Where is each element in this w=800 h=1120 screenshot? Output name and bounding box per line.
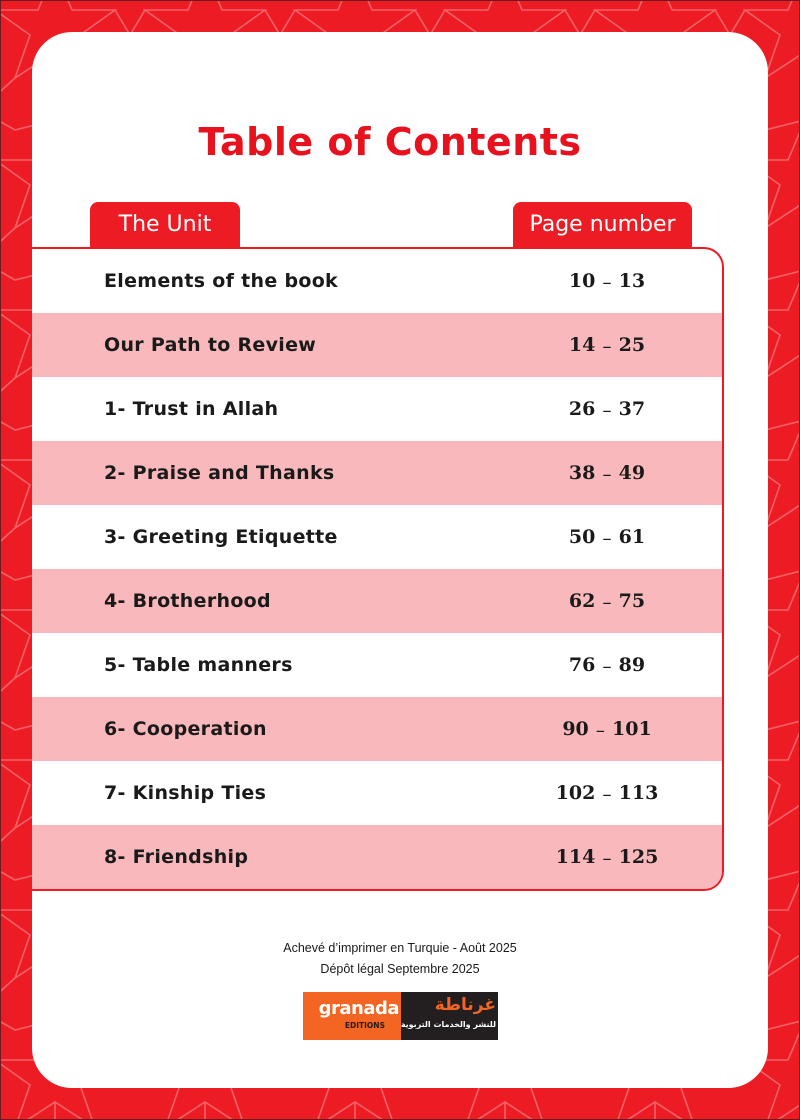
page-title: Table of Contents xyxy=(198,120,582,164)
logo-arabic-panel xyxy=(401,992,498,1040)
logo-brand-latin: granada xyxy=(318,998,399,1019)
toc-row[interactable] xyxy=(32,633,722,697)
toc-unit-title: 7- Kinship Ties xyxy=(104,782,267,804)
toc-unit-title: Elements of the book xyxy=(104,270,338,292)
toc-page-range: 14 ₋ 25 xyxy=(568,334,646,356)
toc-unit-title: 4- Brotherhood xyxy=(104,590,271,612)
toc-page-range: 26 ₋ 37 xyxy=(568,398,646,420)
toc-page-range: 38 ₋ 49 xyxy=(568,462,646,484)
toc-unit-title: Our Path to Review xyxy=(104,334,317,356)
toc-row[interactable] xyxy=(32,505,722,569)
toc-unit-title: 3- Greeting Etiquette xyxy=(104,526,338,548)
toc-row[interactable] xyxy=(32,377,722,441)
toc-row[interactable] xyxy=(32,825,722,889)
toc-page-range: 62 ₋ 75 xyxy=(568,590,646,612)
publisher-logo xyxy=(303,992,498,1040)
toc-row[interactable] xyxy=(32,441,722,505)
toc-page-range: 76 ₋ 89 xyxy=(568,654,646,676)
logo-latin-panel xyxy=(303,992,401,1040)
toc-row[interactable] xyxy=(32,569,722,633)
content-card xyxy=(32,32,768,1088)
toc-unit-title: 5- Table manners xyxy=(104,654,293,676)
toc-row[interactable] xyxy=(32,249,722,313)
logo-brand-sub: EDITIONS xyxy=(344,1021,385,1030)
toc-page-range: 114 ₋ 125 xyxy=(555,846,659,868)
toc-page-range: 90 ₋ 101 xyxy=(562,718,652,740)
logo-brand-arabic: غرناطة xyxy=(434,995,496,1015)
toc-unit-title: 2- Praise and Thanks xyxy=(104,462,335,484)
toc-table xyxy=(32,247,724,891)
logo-brand-arabic-sub: للنشر والخدمات التربوية xyxy=(400,1020,496,1029)
printing-note: Achevé d’imprimer en Turquie - Août 2025 xyxy=(283,941,517,955)
header-tab-unit: The Unit xyxy=(90,202,240,248)
toc-unit-title: 6- Cooperation xyxy=(104,718,267,740)
colophon xyxy=(32,938,768,980)
toc-row[interactable] xyxy=(32,313,722,377)
toc-page-range: 10 ₋ 13 xyxy=(568,270,646,292)
toc-row[interactable] xyxy=(32,697,722,761)
toc-unit-title: 8- Friendship xyxy=(104,846,249,868)
toc-unit-title: 1- Trust in Allah xyxy=(104,398,279,420)
toc-page-range: 102 ₋ 113 xyxy=(555,782,659,804)
header-tab-page-number: Page number xyxy=(513,202,692,248)
legal-deposit-note: Dépôt légal Septembre 2025 xyxy=(320,962,480,976)
toc-page-range: 50 ₋ 61 xyxy=(568,526,646,548)
toc-row[interactable] xyxy=(32,761,722,825)
